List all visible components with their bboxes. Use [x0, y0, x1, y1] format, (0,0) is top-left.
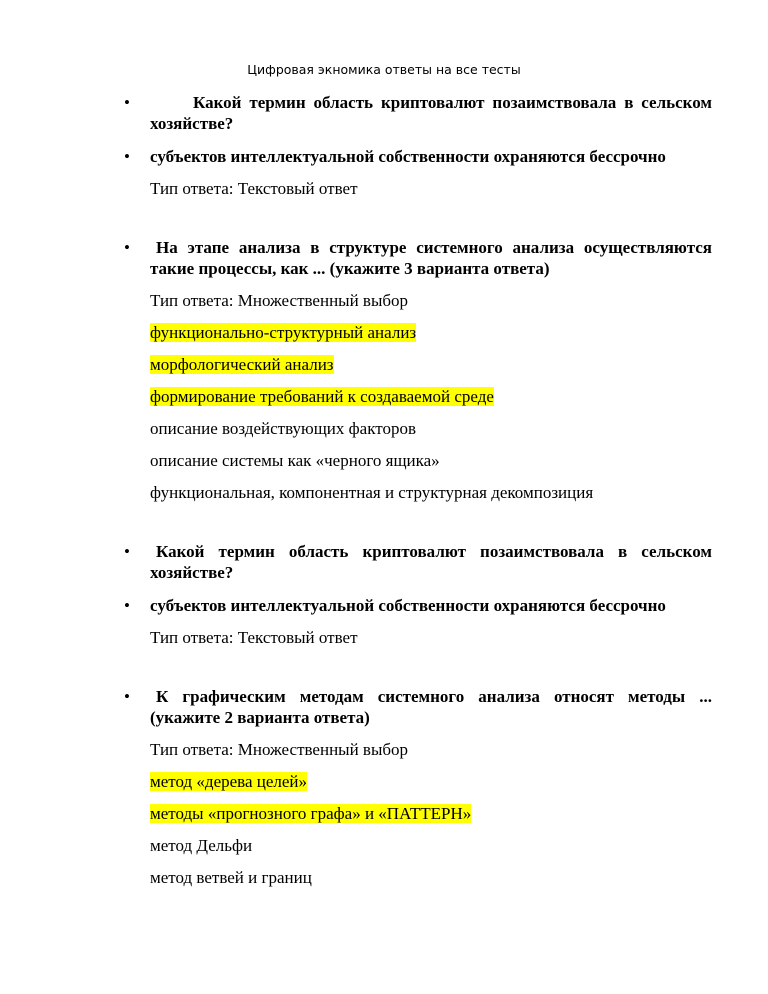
- bullet: •: [124, 542, 130, 561]
- option-text-correct: методы «прогнозного графа» и «ПАТТЕРН»: [150, 804, 472, 823]
- answer-option: [150, 354, 768, 375]
- bullet: •: [124, 147, 130, 166]
- bullet: •: [124, 238, 130, 257]
- bullet: •: [124, 93, 130, 112]
- answer-option: [150, 867, 768, 888]
- answer-option: [150, 386, 768, 407]
- question-text: Какой термин область криптовалют позаимствовала в сельском хозяйстве?: [150, 542, 712, 582]
- question-item: [124, 92, 712, 134]
- option-text: функциональная, компонентная и структурная декомпозиция: [150, 483, 594, 502]
- answer-option: [150, 771, 768, 792]
- option-text: описание воздействующих факторов: [150, 419, 416, 438]
- question-item: [124, 595, 712, 616]
- answer-type: Тип ответа: Множественный выбор: [150, 291, 409, 310]
- bullet: •: [124, 596, 130, 615]
- option-text: описание системы как «черного ящика»: [150, 451, 440, 470]
- option-text: метод ветвей и границ: [150, 868, 312, 887]
- question-text: К графическим методам системного анализа относят методы ... (укажите 2 варианта ответа): [150, 687, 712, 727]
- option-text-correct: функционально-структурный анализ: [150, 323, 417, 342]
- option-text-correct: формирование требований к создаваемой среде: [150, 387, 494, 406]
- option-text-correct: метод «дерева целей»: [150, 772, 308, 791]
- question-item: [124, 686, 712, 728]
- option-text-correct: морфологический анализ: [150, 355, 334, 374]
- document-body: [0, 92, 768, 888]
- question-text: субъектов интеллектуальной собственности охраняются бессрочно: [150, 596, 666, 615]
- question-item: [124, 146, 712, 167]
- answer-type: Тип ответа: Множественный выбор: [150, 740, 409, 759]
- question-text: На этапе анализа в структуре системного анализа осуществляются такие процессы, как ... (укажите 3 варианта ответа): [150, 238, 712, 278]
- answer-option: [150, 450, 768, 471]
- answer-option: [150, 482, 768, 503]
- page-header-title: Цифровая экномика ответы на все тесты: [247, 62, 521, 77]
- answer-type: Тип ответа: Текстовый ответ: [150, 179, 358, 198]
- question-item: [124, 237, 712, 279]
- bullet: •: [124, 687, 130, 706]
- answer-option: [150, 322, 768, 343]
- question-item: [124, 541, 712, 583]
- answer-option: [150, 803, 768, 824]
- answer-option: [150, 835, 768, 856]
- answer-type: Тип ответа: Текстовый ответ: [150, 628, 358, 647]
- question-text: субъектов интеллектуальной собственности охраняются бессрочно: [150, 147, 666, 166]
- option-text: метод Дельфи: [150, 836, 253, 855]
- answer-option: [150, 418, 768, 439]
- question-text: Какой термин область криптовалют позаимствовала в сельском хозяйстве?: [150, 93, 712, 133]
